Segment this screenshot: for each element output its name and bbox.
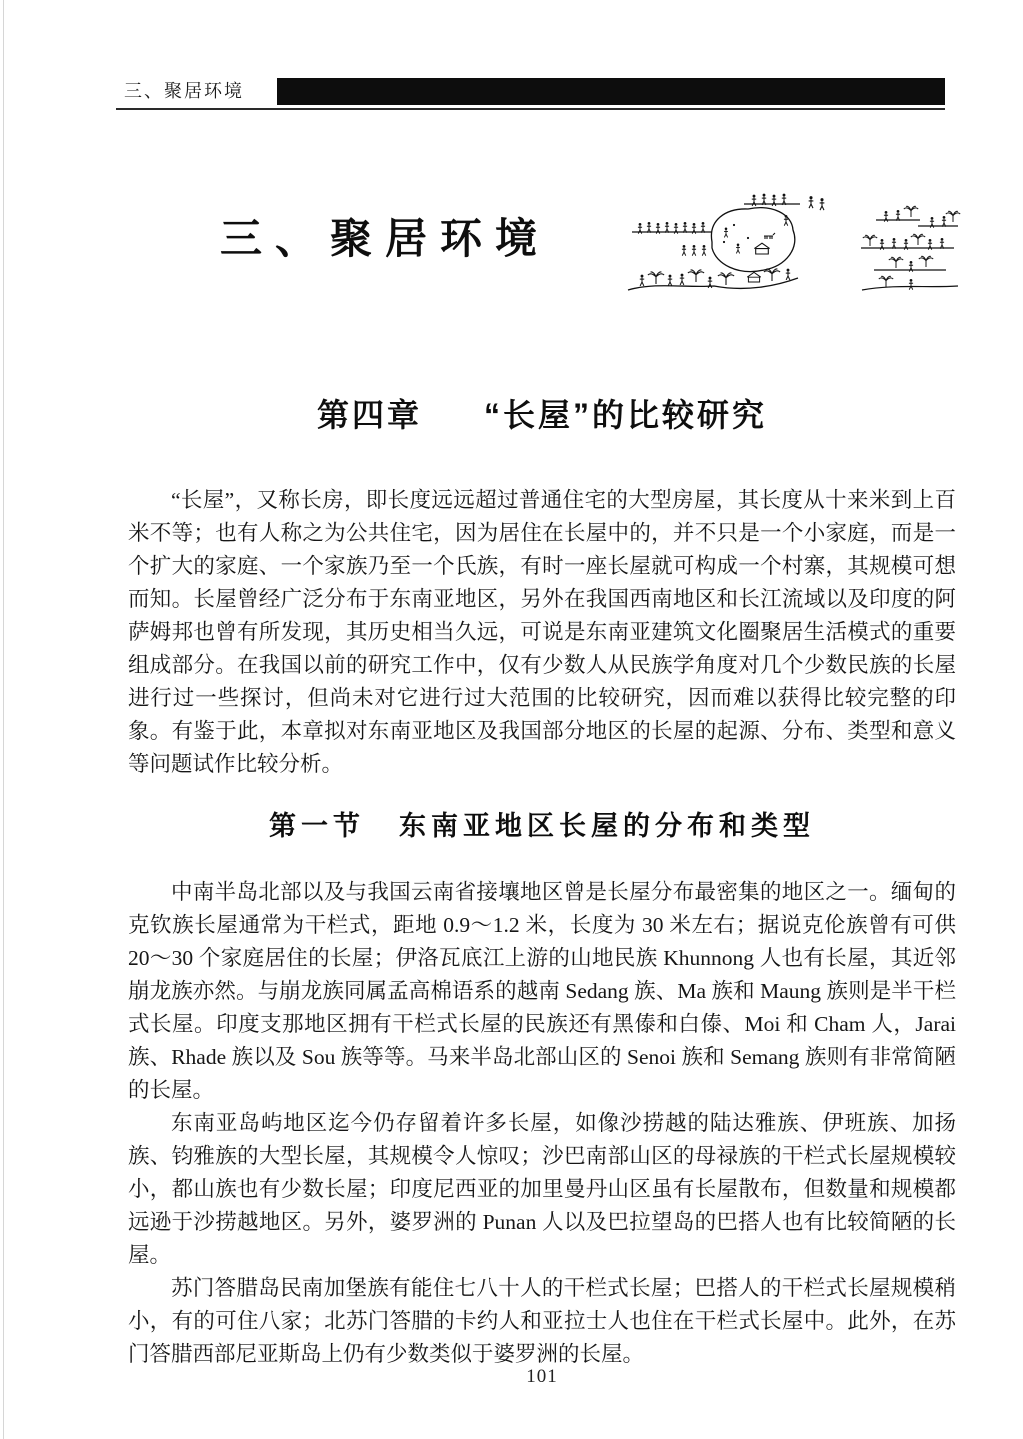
body-paragraph: 苏门答腊岛民南加堡族有能住七八十人的干栏式长屋；巴搭人的干栏式长屋规模稍小，有的可住八家；北苏门答腊的卡约人和亚拉士人也住在干栏式长屋中。此外，在苏门答腊西部尼亚斯岛上仍有少数类似于婆罗洲的长屋。 <box>128 1276 956 1366</box>
section-title: 东南亚地区长屋的分布和类型 <box>399 811 815 841</box>
section-number: 第一节 <box>269 811 365 841</box>
village-scene-sketch-icon <box>626 180 858 302</box>
intro-paragraph: “长屋”，又称长房，即长度远远超过普通住宅的大型房屋，其长度从十来米到上百米不等；也有人称之为公共住宅，因为居住在长屋中的，并不只是一个小家庭，而是一个扩大的家庭、一个家族乃至一个氏族，有时一座长屋就可构成一个村寨，其规模可想而知。长屋曾经广泛分布于东南亚地区，另外在我国西南地区和长江流域以及印度的阿萨姆邦也曾有所发现，其历史相当久远，可说是东南亚建筑文化圈聚居生活模式的重要组成部分。在我国以前的研究工作中，仅有少数人从民族学角度对几个少数民族的长屋进行过一些探讨，但尚未对它进行过大范围的比较研究，因而难以获得比较完整的印象。有鉴于此，本章拟对东南亚地区及我国部分地区的长屋的起源、分布、类型和意义等问题试作比较分析。 <box>128 488 956 776</box>
page-number: 101 <box>526 1366 558 1387</box>
hillside-sketch-icon <box>856 198 964 296</box>
chapter-heading <box>128 390 956 436</box>
running-header-title: 三、聚居环境 <box>124 81 244 101</box>
section-heading <box>128 804 956 843</box>
chapter-number: 第四章 <box>316 397 422 433</box>
header-black-bar <box>277 78 945 105</box>
header-rule <box>116 108 945 110</box>
animal-sketch <box>723 224 775 243</box>
part-title-calligraphy: 三、聚居环境 <box>220 217 551 263</box>
village-scene-illustration <box>626 180 858 302</box>
chapter-title: “长屋”的比较研究 <box>484 397 768 433</box>
section-body <box>128 876 956 1371</box>
scan-edge-line <box>3 0 4 1439</box>
body-paragraph: 中南半岛北部以及与我国云南省接壤地区曾是长屋分布最密集的地区之一。缅甸的克钦族长屋通常为干栏式，距地 0.9～1.2 米，长度为 30 米左右；据说克伦族曾有可供 20～30 个家庭居住的长屋；伊洛瓦底江上游的山地民族 Khunnong 人也有长屋，其近邻崩龙族亦然。与崩龙族同属孟高棉语系的越南 Sedang 族、Ma 族和 Maung 族则是半干栏式长屋。印度支那地区拥有干栏式长屋的民族还有黑傣和白傣、Moi 和 Cham 人，Jarai 族、Rhade 族以及 Sou 族等等。马来半岛北部山区的 Senoi 族和 Semang 族则有非常简陋的长屋。 <box>128 880 956 1102</box>
body-paragraph: 东南亚岛屿地区迄今仍存留着许多长屋，如像沙捞越的陆达雅族、伊班族、加扬族、钧雅族的大型长屋，其规模令人惊叹；沙巴南部山区的母禄族的干栏式长屋规模较小，都山族也有少数长屋；印度尼西亚的加里曼丹山区虽有长屋散布，但数量和规模都远逊于沙捞越地区。另外，婆罗洲的 Punan 人以及巴拉望岛的巴搭人也有比较简陋的长屋。 <box>128 1111 956 1267</box>
hillside-illustration <box>856 198 964 296</box>
